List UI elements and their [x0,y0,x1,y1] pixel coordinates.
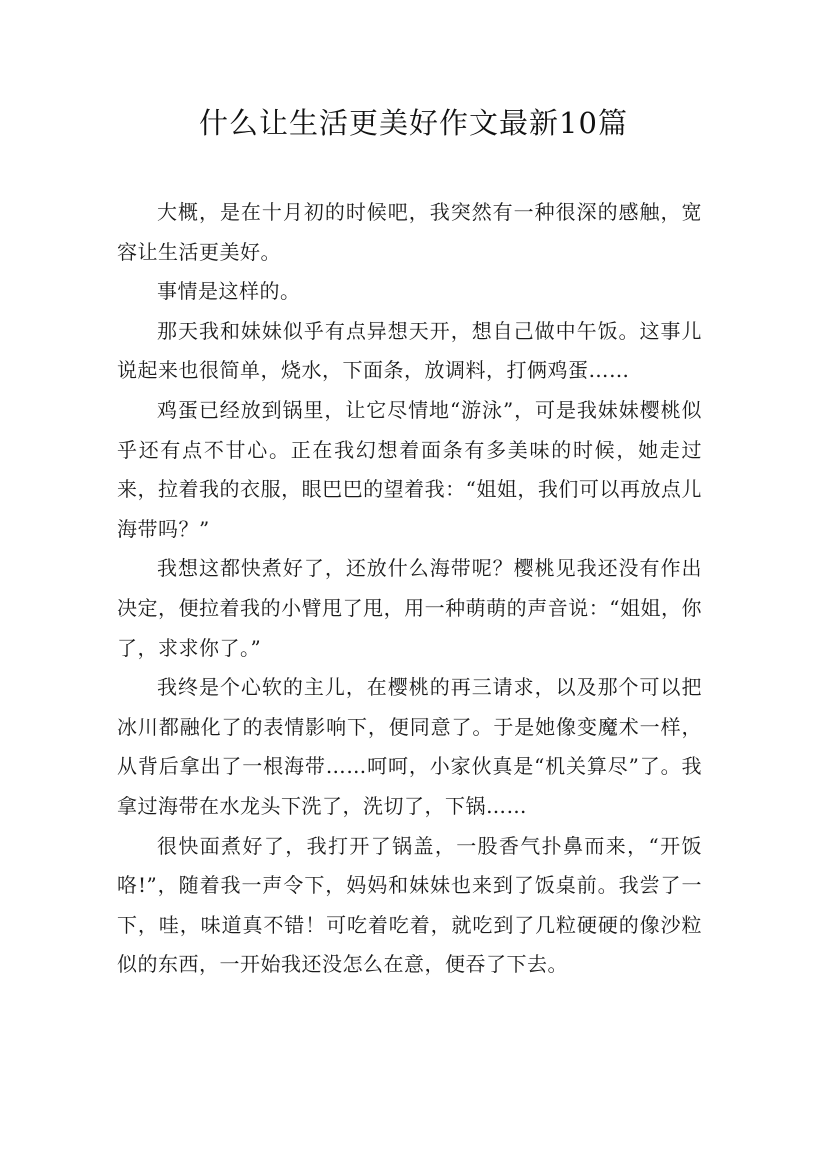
paragraph: 事情是这样的。 [157,279,301,304]
paragraph: 很快面煮好了，我打开了锅盖，一股香气扑鼻而来，“开饭咯!”，随着我一声令下，妈妈和妹妹也来到了饭桌前。我尝了一下，哇，味道真不错！可吃着吃着，就吃到了几粒硬硬的像沙粒似的东西，一开始我还没怎么在意，便吞了下去。 [117,833,702,977]
paragraph: 鸡蛋已经放到锅里，让它尽情地“游泳”，可是我妹妹樱桃似乎还有点不甘心。正在我幻想着面条有多美味的时候，她走过来，拉着我的衣服，眼巴巴的望着我：“姐姐，我们可以再放点儿海带吗？” [117,397,702,541]
document-body [117,193,702,985]
paragraph: 大概，是在十月初的时候吧，我突然有一种很深的感触，宽容让生活更美好。 [117,200,702,264]
paragraph: 我终是个心软的主儿，在樱桃的再三请求，以及那个可以把冰川都融化了的表情影响下，便同意了。于是她像变魔术一样，从背后拿出了一根海带……呵呵，小家伙真是“机关算尽”了。我拿过海带在水龙头下洗了，洗切了，下锅…… [117,675,702,818]
paragraph: 那天我和妹妹似乎有点异想天开，想自己做中午饭。这事儿说起来也很简单，烧水，下面条，放调料，打俩鸡蛋…… [117,318,702,383]
paragraph: 我想这都快煮好了，还放什么海带呢？樱桃见我还没有作出决定，便拉着我的小臂甩了甩，用一种萌萌的声音说：“姐姐，你了，求求你了。” [117,556,702,660]
document-title: 什么让生活更美好作文最新10篇 [199,106,628,140]
